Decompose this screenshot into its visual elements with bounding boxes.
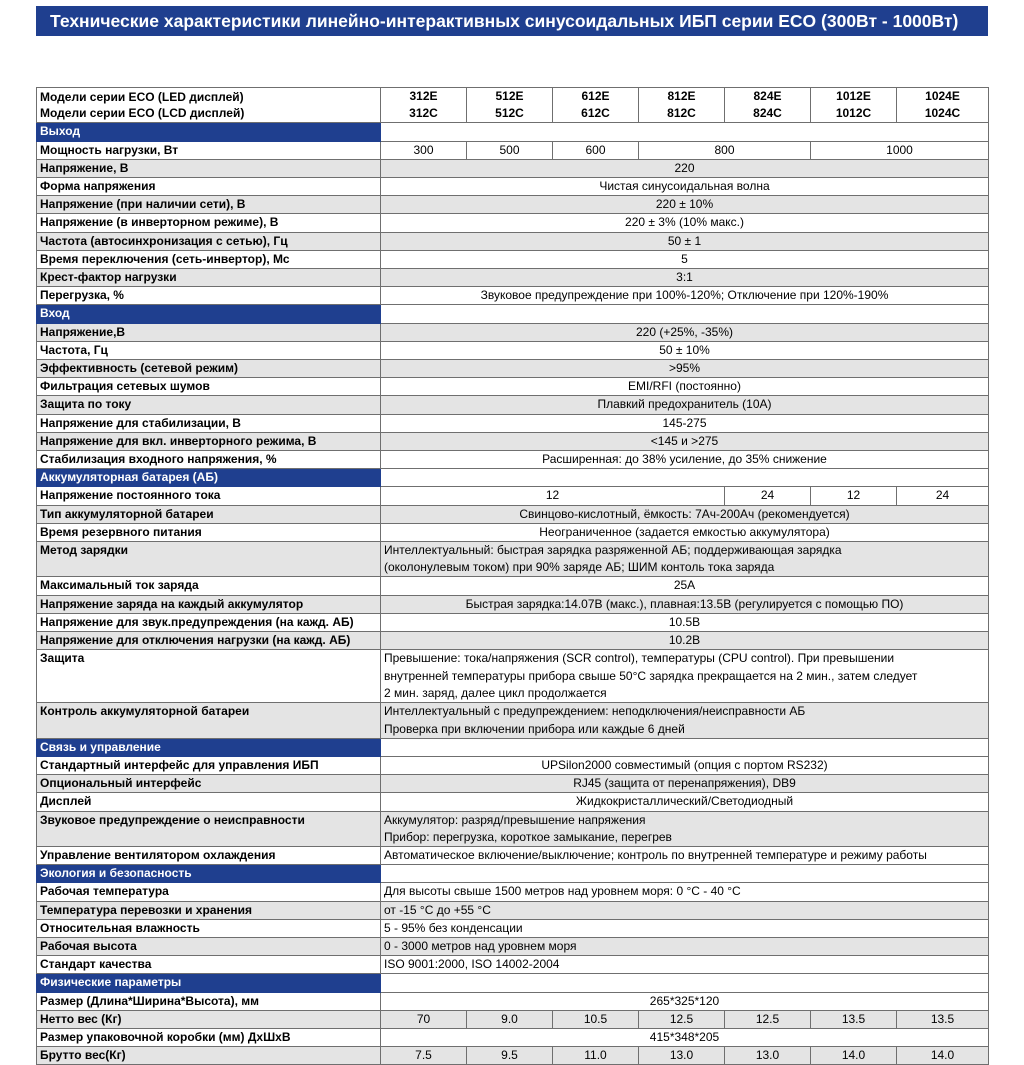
table-row: Напряжение для вкл. инверторного режима, В <145 и >275 (37, 432, 989, 450)
table-row: Нетто вес (Кг) 70 9.0 10.5 12.5 12.5 13.5 13.5 (37, 1010, 989, 1028)
table-row: Стандартный интерфейс для управления ИБП UPSilon2000 совместимый (опция с портом RS232) (37, 756, 989, 774)
lcd-models-label: Модели серии ECO (LCD дисплей) (40, 106, 245, 121)
section-header-eco (37, 865, 989, 883)
section-title: Связь и управление (37, 738, 381, 756)
table-row: Напряжение для отключения нагрузки (на кажд. АБ) 10.2В (37, 632, 989, 650)
section-title: Вход (37, 305, 381, 323)
table-row: Частота, Гц 50 ± 10% (37, 341, 989, 359)
table-row: Время резервного питания Неограниченное (задается емкостью аккумулятора) (37, 523, 989, 541)
table-row: Форма напряжения Чистая синусоидальная волна (37, 178, 989, 196)
model-cell: 612E 612C (553, 88, 639, 123)
table-row: Размер упаковочной коробки (мм) ДхШхВ 415*348*205 (37, 1028, 989, 1046)
table-row: Эффективность (сетевой режим) >95% (37, 360, 989, 378)
table-row: Дисплей Жидкокристаллический/Светодиодный (37, 793, 989, 811)
table-row: Относительная влажность 5 - 95% без конденсации (37, 919, 989, 937)
model-cell: 824E 824C (725, 88, 811, 123)
table-row: Фильтрация сетевых шумов EMI/RFI (постоянно) (37, 378, 989, 396)
table-row: Напряжение для стабилизации, В 145-275 (37, 414, 989, 432)
table-row: Тип аккумуляторной батареи Свинцово-кислотный, ёмкость: 7Ач-200Ач (рекомендуется) (37, 505, 989, 523)
model-cell: 1024E 1024C (897, 88, 989, 123)
table-row: Опциональный интерфейс RJ45 (защита от перенапряжения), DB9 (37, 775, 989, 793)
table-row: Напряжение,В 220 (+25%, -35%) (37, 323, 989, 341)
spec-table (36, 87, 989, 1065)
table-row: Напряжение постоянного тока 12 24 12 24 (37, 487, 989, 505)
section-header-comm (37, 738, 989, 756)
table-row: Брутто вес(Кг) 7.5 9.5 11.0 13.0 13.0 14.0 14.0 (37, 1047, 989, 1065)
models-label-cell (37, 88, 381, 123)
table-row: Температура перевозки и хранения от -15 °C до +55 °C (37, 901, 989, 919)
section-title: Физические параметры (37, 974, 381, 992)
section-header-output (37, 123, 989, 141)
page-title: Технические характеристики линейно-интерактивных синусоидальных ИБП серии ECO (300Вт - 1000Вт) (36, 6, 988, 36)
table-row: Контроль аккумуляторной батареи Интеллектуальный с предупреждением: неподключения/неисправности АБ Проверка при включении прибора или каждые 6 дней (37, 703, 989, 738)
table-row: Мощность нагрузки, Вт 300 500 600 800 1000 (37, 141, 989, 159)
table-row: Частота (автосинхронизация с сетью), Гц 50 ± 1 (37, 232, 989, 250)
table-row: Рабочая высота 0 - 3000 метров над уровнем моря (37, 937, 989, 955)
table-row: Время переключения (сеть-инвертор), Мс 5 (37, 250, 989, 268)
table-row: Защита по току Плавкий предохранитель (10А) (37, 396, 989, 414)
model-cell: 312E 312C (381, 88, 467, 123)
model-cell: 1012E 1012C (811, 88, 897, 123)
table-row: Напряжение заряда на каждый аккумулятор Быстрая зарядка:14.07В (макс.), плавная:13.5В (регулируется с помощью ПО) (37, 595, 989, 613)
table-row: Метод зарядки Интеллектуальный: быстрая зарядка разряженной АБ; поддерживающая зарядка (околонулевым током) при 90% заряде АБ; ШИМ контоль тока заряда (37, 542, 989, 577)
section-header-input (37, 305, 989, 323)
table-row: Напряжение для звук.предупреждения (на кажд. АБ) 10.5В (37, 613, 989, 631)
table-row: Управление вентилятором охлаждения Автоматическое включение/выключение; контроль по внутренней температуре и режиму работы (37, 846, 989, 864)
table-row: Рабочая температура Для высоты свыше 1500 метров над уровнем моря: 0 °C - 40 °C (37, 883, 989, 901)
section-title: Выход (37, 123, 381, 141)
section-title: Аккумуляторная батарея (АБ) (37, 469, 381, 487)
table-row: Звуковое предупреждение о неисправности Аккумулятор: разряд/превышение напряжения Прибор: перегрузка, короткое замыкание, перегрев (37, 811, 989, 846)
model-cell: 512E 512C (467, 88, 553, 123)
table-row: Размер (Длина*Ширина*Высота), мм 265*325*120 (37, 992, 989, 1010)
section-header-battery (37, 469, 989, 487)
table-row: Перегрузка, % Звуковое предупреждение при 100%-120%; Отключение при 120%-190% (37, 287, 989, 305)
section-title: Экология и безопасность (37, 865, 381, 883)
table-row: Защита Превышение: тока/напряжения (SCR control), температуры (CPU control). При превышении внутренней температуры прибора свыше 50°C зарядка прекращается на 2 мин., затем следует 2 мин. заряд, далее цикл продолжается (37, 650, 989, 703)
table-row: Напряжение (при наличии сети), В 220 ± 10% (37, 196, 989, 214)
table-row: Крест-фактор нагрузки 3:1 (37, 269, 989, 287)
table-row: Напряжение, В 220 (37, 159, 989, 177)
table-row: Максимальный ток заряда 25А (37, 577, 989, 595)
table-row: Стабилизация входного напряжения, % Расширенная: до 38% усиление, до 35% снижение (37, 451, 989, 469)
table-row: Стандарт качества ISO 9001:2000, ISO 14002-2004 (37, 956, 989, 974)
section-header-phys (37, 974, 989, 992)
led-models-label: Модели серии ECO (LED дисплей) (40, 90, 244, 105)
model-cell: 812E 812C (639, 88, 725, 123)
table-row: Напряжение (в инверторном режиме), В 220 ± 3% (10% макс.) (37, 214, 989, 232)
table-row (37, 88, 989, 123)
